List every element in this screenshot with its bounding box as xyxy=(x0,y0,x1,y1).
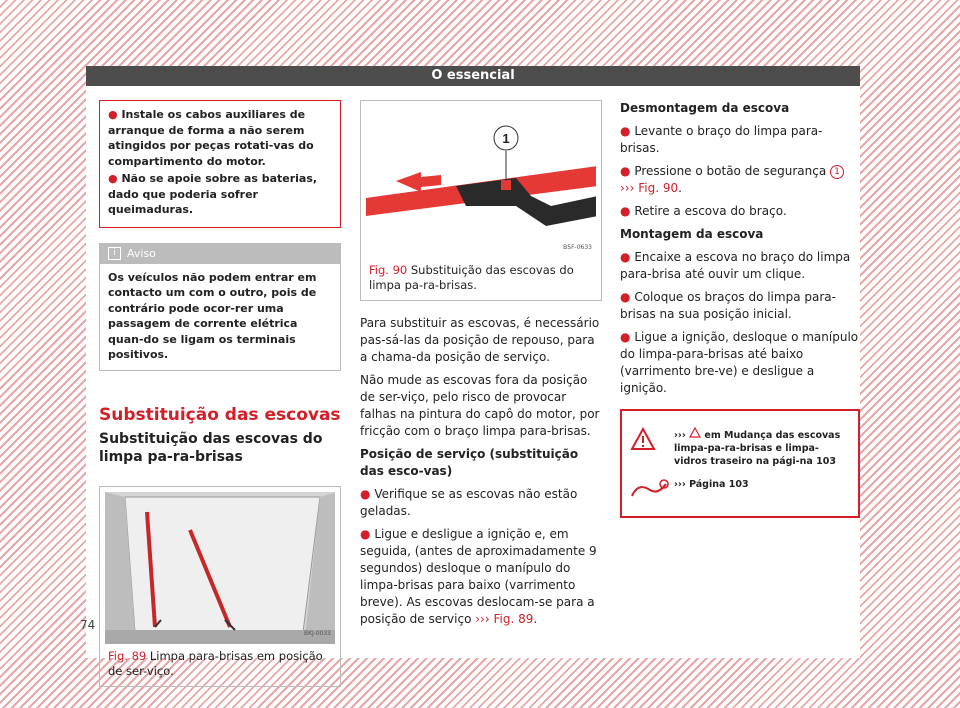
windshield-wipers-image xyxy=(105,492,335,644)
bullet-icon: ● xyxy=(108,172,118,185)
callout-number: 1 xyxy=(502,131,510,146)
section-title: Substituição das escovas xyxy=(99,404,341,425)
figure-90 xyxy=(360,100,602,301)
subheading: Desmontagem da escova xyxy=(620,101,790,115)
figure-caption-text: Limpa para-brisas em posição de ser-viço. xyxy=(108,648,323,678)
subsection-title: Substituição das escovas do limpa pa-ra-brisas xyxy=(99,430,323,465)
column-right: Desmontagem da escova ● Levante o braço do limpa para-brisas. ● Pressione o botão de segurança 1 ››› Fig. 90. ● Retire a escova do braço. Montagem da escova ● Encaixe a escova no braço do limpa para-brisa até ouvir um clique. ● Coloque os braços do limpa para-brisas na sua posição inicial. ● Ligue a ignição, desloque o manípulo do limpa-para-brisas até baixo (varrimento bre-ve) e desligue a ignição. ››› em Mudança das escovas limpa-pa-ra-brisas e limpa-vidros traseiro na pági-na 103 ››› Página 103 xyxy=(620,100,860,518)
crossref-arrows: ››› xyxy=(674,479,686,490)
bullet-text: Ligue a ignição, desloque o manípulo do limpa-para-brisas até baixo (varrimento bre-ve) e desligue a ignição. xyxy=(620,330,859,395)
bullet-text: Coloque os braços do limpa para-brisas na sua posição inicial. xyxy=(620,290,836,321)
figure-label: Fig. 90 xyxy=(369,263,408,277)
bullet-icon: ● xyxy=(620,164,631,178)
warning-triangle-icon xyxy=(689,427,701,438)
figure-link[interactable]: Fig. 89 xyxy=(493,612,534,626)
wiper-blade-image xyxy=(366,106,596,258)
crossref-arrows: ››› xyxy=(475,612,490,626)
bullet-text: Verifique se as escovas não estão geladas. xyxy=(360,487,578,518)
bullet-icon: ● xyxy=(620,124,631,138)
bullet-icon: ● xyxy=(620,290,631,304)
subheading: Posição de serviço (substituição das esco-vas) xyxy=(360,447,579,478)
column-middle xyxy=(360,100,602,634)
figure-caption xyxy=(100,644,340,686)
column-left xyxy=(99,100,341,687)
figure-code: B5F-0633 xyxy=(563,244,592,251)
bullet-text: Pressione o botão de segurança xyxy=(634,164,827,178)
bullet-icon: ● xyxy=(620,204,631,218)
warning-item: Não se apoie sobre as baterias, dado que poderia sofrer queimaduras. xyxy=(108,172,318,216)
bullet-text: Encaixe a escova no braço do limpa para-brisa até ouvir um clique. xyxy=(620,250,851,281)
paragraph: Não mude as escovas fora da posição de ser-viço, pelo risco de provocar falhas na pintura do capô do motor, por fricção com o braço limpa para-brisas. xyxy=(360,373,600,438)
figure-code: BKJ-0033 xyxy=(303,629,331,637)
crossref-arrows: ››› xyxy=(620,181,635,195)
figure-label: Fig. 89 xyxy=(108,648,147,663)
bullet-icon: ● xyxy=(620,250,631,264)
warning-item: Instale os cabos auxiliares de arranque de forma a não serem atingidos por peças rotati-vas do compartimento do motor. xyxy=(108,108,314,168)
bullet-icon: ● xyxy=(620,330,631,344)
note-box xyxy=(99,243,341,371)
note-text: Os veículos não podem entrar em contacto um com o outro, pois de contrário pode ocor-rer uma passagem de corrente elétrica quan-do se ligam os terminais positivos. xyxy=(108,270,317,361)
warning-box xyxy=(99,100,341,228)
crossref-box xyxy=(620,409,860,518)
bullet-icon: ● xyxy=(360,527,371,541)
figure-caption-text: Substituição das escovas do limpa pa-ra-brisas. xyxy=(369,263,574,292)
wiper-illustration xyxy=(366,106,596,258)
crossref-link[interactable]: em Mudança das escovas limpa-pa-ra-brisas e limpa-vidros traseiro na pági-na 103 xyxy=(674,430,841,467)
body-text: Para substituir as escovas, é necessário pas-sá-las da posição de repouso, para a chama-da posição de serviço. Não mude as escovas fora da posição de ser-viço, pelo risco de provocar falhas na pintura do capô do motor, por fricção com o braço limpa para-brisas. Posição de serviço (substituição das esco-vas) ● Verifique se as escovas não estão geladas. ● Ligue e desligue a ignição e, em seguida, (antes de aproximadamente 9 segundos) desloque o manípulo do limpa-brisas para baixo (varrimento breve). As escovas deslocam-se para a posição de serviço ››› Fig. 89. xyxy=(360,315,602,628)
figure-caption xyxy=(361,258,601,300)
crossref-link[interactable]: Página 103 xyxy=(689,479,749,490)
bullet-text: Ligue e desligue a ignição e, em seguida, (antes de aproximadamente 9 segundos) desloque o manípulo do limpa-brisas para baixo (varrimento breve). As escovas deslocam-se para a posição de serviço xyxy=(360,527,597,626)
crossref-arrows: ››› xyxy=(674,430,686,441)
paragraph: Para substituir as escovas, é necessário pas-sá-las da posição de repouso, para a chama-da posição de serviço. xyxy=(360,316,600,364)
callout-marker: 1 xyxy=(830,165,844,179)
bullet-icon: ● xyxy=(108,108,118,121)
windshield-illustration xyxy=(105,492,335,644)
info-icon: i xyxy=(108,247,121,260)
bullet-text: Levante o braço do limpa para-brisas. xyxy=(620,124,823,155)
page-number: 74 xyxy=(80,618,96,632)
figure-link[interactable]: Fig. 90 xyxy=(638,181,679,195)
figure-89 xyxy=(99,486,341,687)
chapter-header: O essencial xyxy=(86,66,860,86)
note-header xyxy=(100,244,340,264)
bullet-text: Retire a escova do braço. xyxy=(634,204,787,218)
note-title: Aviso xyxy=(127,246,156,260)
warning-triangle-icon xyxy=(630,427,656,451)
bullet-icon: ● xyxy=(360,487,371,501)
subheading: Montagem da escova xyxy=(620,227,764,241)
environment-leaf-icon xyxy=(630,478,670,500)
